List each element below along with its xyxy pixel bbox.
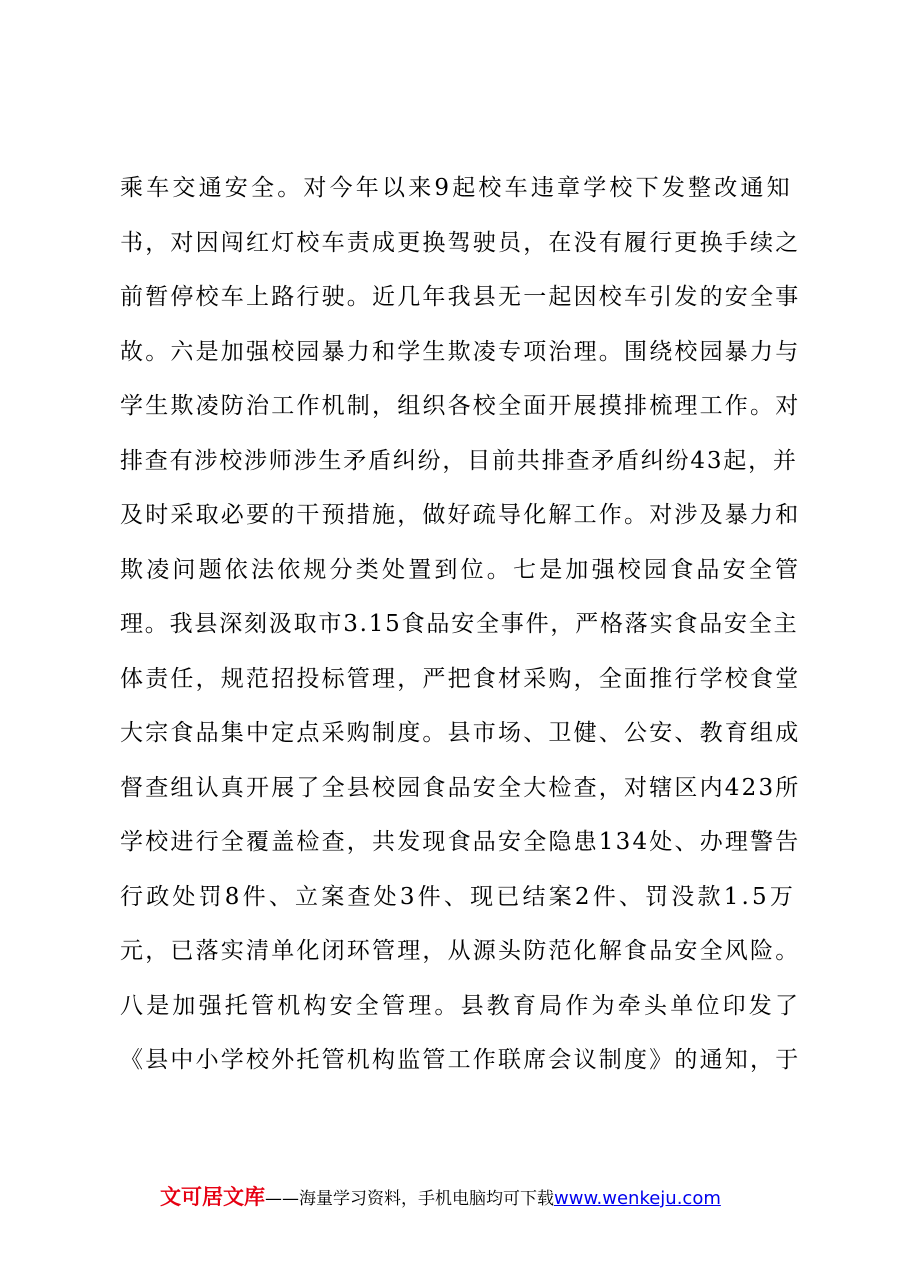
footer-link[interactable]: www.wenkeju.com	[554, 1188, 721, 1209]
text-line: 八是加强托管机构安全管理。县教育局作为牵头单位印发了	[120, 992, 802, 1019]
text-line: 学生欺凌防治工作机制，组织各校全面开展摸排梳理工作。对	[120, 393, 801, 419]
text-line: 《县中小学校外托管机构监管工作联席会议制度》的通知，于	[120, 1047, 801, 1073]
body-text	[120, 161, 800, 1088]
footer-brand: 文可居文库	[160, 1185, 265, 1209]
footer-tagline: ——海量学习资料，手机电脑均可下载	[265, 1189, 554, 1209]
text-line: 大宗食品集中定点采购制度。县市场、卫健、公安、教育组成	[120, 720, 801, 746]
text-line: 及时采取必要的干预措施，做好疏导化解工作。对涉及暴力和	[120, 502, 801, 528]
text-line: 体责任，规范招投标管理，严把食材采购，全面推行学校食堂	[120, 665, 801, 692]
text-line: 故。六是加强校园暴力和学生欺凌专项治理。围绕校园暴力与	[120, 338, 801, 365]
text-line: 乘车交通安全。对今年以来9起校车违章学校下发整改通知	[120, 175, 793, 201]
text-line: 排查有涉校涉师涉生矛盾纠纷，目前共排查矛盾纠纷43起，并	[120, 447, 798, 474]
text-line: 元，已落实清单化闭环管理，从源头防范化解食品安全风险。	[120, 938, 801, 964]
text-line: 学校进行全覆盖检查，共发现食品安全隐患134处、办理警告	[120, 829, 801, 855]
text-line: 督查组认真开展了全县校园食品安全大检查，对辖区内423所	[120, 774, 801, 801]
text-line: 书，对因闯红灯校车责成更换驾驶员，在没有履行更换手续之	[120, 229, 801, 256]
text-line: 欺凌问题依法依规分类处置到位。七是加强校园食品安全管	[120, 556, 802, 583]
text-line: 前暂停校车上路行驶。近几年我县无一起因校车引发的安全事	[120, 284, 801, 310]
footer	[160, 1182, 800, 1212]
text-line: 行政处罚8件、立案查处3件、现已结案2件、罚没款1.5万	[120, 883, 797, 910]
text-line: 理。我县深刻汲取市3.15食品安全事件，严格落实食品安全主	[120, 611, 799, 637]
